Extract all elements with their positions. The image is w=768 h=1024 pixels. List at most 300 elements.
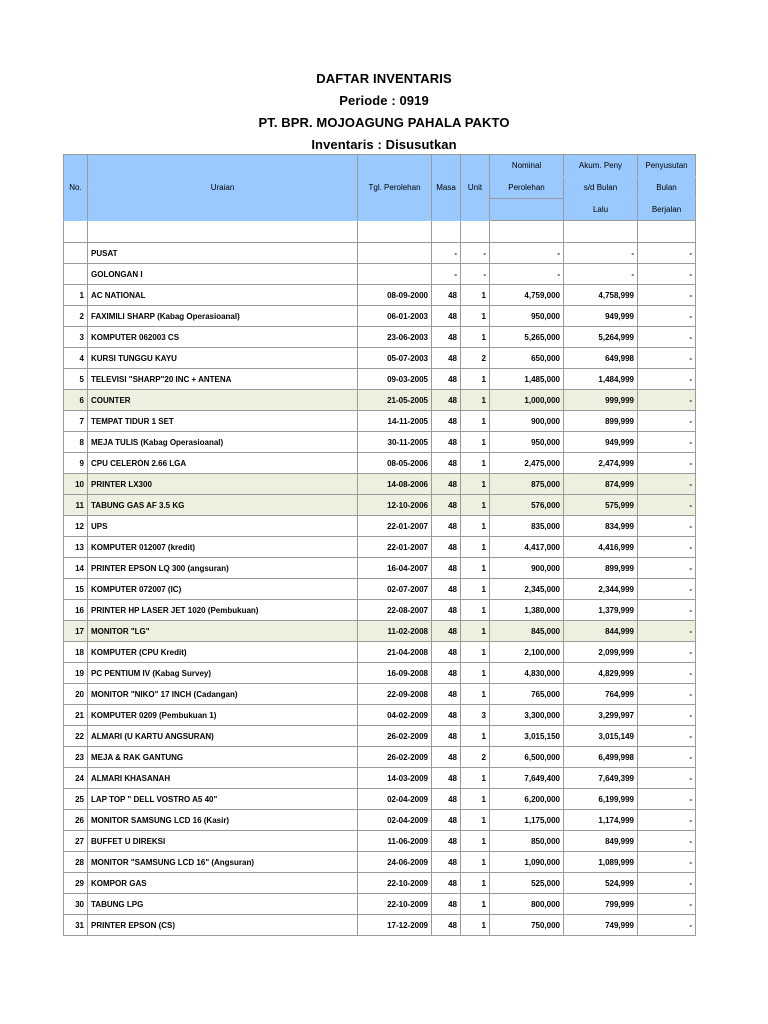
col-akum-line2: s/d Bulan	[564, 177, 638, 199]
cell-masa: 48	[432, 558, 461, 579]
cell-peny: -	[638, 726, 696, 747]
cell-akum: 649,998	[564, 348, 638, 369]
cell-unit: 1	[461, 432, 490, 453]
col-peny-line3: Berjalan	[638, 199, 696, 221]
table-row	[64, 621, 696, 642]
cell-masa: 48	[432, 810, 461, 831]
cell-peny: -	[638, 390, 696, 411]
cell-unit: 1	[461, 390, 490, 411]
cell-peny: -	[638, 810, 696, 831]
cell-tgl: 14-08-2006	[358, 474, 432, 495]
cell-unit: 1	[461, 684, 490, 705]
cell-unit: 1	[461, 369, 490, 390]
cell-peny: -	[638, 432, 696, 453]
cell-masa: 48	[432, 390, 461, 411]
cell-uraian: COUNTER	[88, 390, 358, 411]
table-row	[64, 768, 696, 789]
cell-uraian: FAXIMILI SHARP (Kabag Operasioanal)	[88, 306, 358, 327]
cell-unit: 1	[461, 495, 490, 516]
cell-unit: 1	[461, 852, 490, 873]
cell-peny: -	[638, 558, 696, 579]
cell-akum: 3,015,149	[564, 726, 638, 747]
cell-uraian: KOMPUTER 072007 (IC)	[88, 579, 358, 600]
cell-tgl: 21-04-2008	[358, 642, 432, 663]
cell-tgl: 09-03-2005	[358, 369, 432, 390]
cell-masa: -	[432, 243, 461, 264]
cell-akum: 764,999	[564, 684, 638, 705]
cell-no: 20	[64, 684, 88, 705]
cell-peny: -	[638, 537, 696, 558]
cell-nominal: 845,000	[490, 621, 564, 642]
cell-uraian: ALMARI KHASANAH	[88, 768, 358, 789]
cell-masa: 48	[432, 915, 461, 936]
cell-nominal: 3,015,150	[490, 726, 564, 747]
cell-masa: 48	[432, 789, 461, 810]
cell-no: 14	[64, 558, 88, 579]
cell-peny: -	[638, 663, 696, 684]
cell-nominal: 750,000	[490, 915, 564, 936]
cell-tgl: 22-01-2007	[358, 537, 432, 558]
col-unit: Unit	[461, 155, 490, 221]
cell-nominal: 6,200,000	[490, 789, 564, 810]
cell-uraian: MONITOR "SAMSUNG LCD 16" (Angsuran)	[88, 852, 358, 873]
col-tgl-perolehan: Tgl. Perolehan	[358, 155, 432, 221]
cell-peny: -	[638, 369, 696, 390]
cell-akum: 3,299,997	[564, 705, 638, 726]
table-row	[64, 453, 696, 474]
col-akum-line1: Akum. Peny	[564, 155, 638, 177]
cell-unit: 1	[461, 621, 490, 642]
cell-nominal: 4,759,000	[490, 285, 564, 306]
cell-nominal: 525,000	[490, 873, 564, 894]
cell-masa: 48	[432, 411, 461, 432]
cell-peny: -	[638, 873, 696, 894]
cell-tgl: 12-10-2006	[358, 495, 432, 516]
cell-uraian: KOMPUTER 012007 (kredit)	[88, 537, 358, 558]
cell-nominal: 650,000	[490, 348, 564, 369]
cell-unit: 1	[461, 789, 490, 810]
col-akum-line3: Lalu	[564, 199, 638, 221]
cell-nominal: 800,000	[490, 894, 564, 915]
cell-uraian: BUFFET U DIREKSI	[88, 831, 358, 852]
cell-unit: 1	[461, 642, 490, 663]
cell-no: 23	[64, 747, 88, 768]
table-row	[64, 705, 696, 726]
cell-peny: -	[638, 684, 696, 705]
company-name: PT. BPR. MOJOAGUNG PAHALA PAKTO	[258, 115, 510, 130]
cell-tgl: 04-02-2009	[358, 705, 432, 726]
cell-nominal: 1,090,000	[490, 852, 564, 873]
table-header	[64, 155, 696, 221]
cell-akum: 949,999	[564, 432, 638, 453]
cell-uraian: CPU CELERON 2.66 LGA	[88, 453, 358, 474]
cell-akum: 6,499,998	[564, 747, 638, 768]
table-row	[64, 495, 696, 516]
cell-akum: 1,089,999	[564, 852, 638, 873]
cell-no: 4	[64, 348, 88, 369]
cell-uraian: PUSAT	[88, 243, 358, 264]
cell-nominal: -	[490, 264, 564, 285]
cell-tgl: 22-08-2007	[358, 600, 432, 621]
cell-unit: 1	[461, 600, 490, 621]
cell-peny: -	[638, 327, 696, 348]
cell-no: 24	[64, 768, 88, 789]
cell-peny: -	[638, 642, 696, 663]
cell-nominal: 2,345,000	[490, 579, 564, 600]
group-row	[64, 264, 696, 285]
cell-uraian: KOMPUTER 062003 CS	[88, 327, 358, 348]
cell-akum: 844,999	[564, 621, 638, 642]
table-row	[64, 852, 696, 873]
col-no: No.	[64, 155, 88, 221]
cell-uraian: MONITOR "NIKO" 17 INCH (Cadangan)	[88, 684, 358, 705]
cell-akum: 524,999	[564, 873, 638, 894]
cell-masa: 48	[432, 579, 461, 600]
cell-no: 6	[64, 390, 88, 411]
table-body	[64, 221, 696, 936]
cell-no: 1	[64, 285, 88, 306]
cell-uraian: KOMPOR GAS	[88, 873, 358, 894]
cell-nominal: 1,000,000	[490, 390, 564, 411]
cell-masa: 48	[432, 537, 461, 558]
cell-unit: 1	[461, 474, 490, 495]
table-row	[64, 285, 696, 306]
col-nominal-line1: Nominal	[490, 155, 564, 177]
cell-tgl: 23-06-2003	[358, 327, 432, 348]
table-row	[64, 390, 696, 411]
cell-uraian: PRINTER EPSON (CS)	[88, 915, 358, 936]
cell-no: 16	[64, 600, 88, 621]
cell-masa: 48	[432, 348, 461, 369]
cell-masa: 48	[432, 642, 461, 663]
cell-unit: 1	[461, 831, 490, 852]
cell-tgl: 22-09-2008	[358, 684, 432, 705]
cell-no: 31	[64, 915, 88, 936]
table-row	[64, 327, 696, 348]
cell-tgl: 21-05-2005	[358, 390, 432, 411]
cell-akum: 5,264,999	[564, 327, 638, 348]
cell-masa: 48	[432, 663, 461, 684]
cell-no: 12	[64, 516, 88, 537]
cell-tgl: 06-01-2003	[358, 306, 432, 327]
table-row	[64, 642, 696, 663]
cell-uraian: UPS	[88, 516, 358, 537]
col-peny-line1: Penyusutan	[638, 155, 696, 177]
cell-peny: -	[638, 915, 696, 936]
cell-unit: 1	[461, 663, 490, 684]
cell-unit: 1	[461, 915, 490, 936]
cell-peny: -	[638, 747, 696, 768]
cell-nominal: -	[490, 243, 564, 264]
cell-no: 15	[64, 579, 88, 600]
cell-uraian: GOLONGAN I	[88, 264, 358, 285]
cell-unit: -	[461, 243, 490, 264]
cell-no: 27	[64, 831, 88, 852]
cell-uraian: KOMPUTER (CPU Kredit)	[88, 642, 358, 663]
cell-tgl: 22-10-2009	[358, 894, 432, 915]
cell-unit: 1	[461, 306, 490, 327]
cell-tgl: 14-11-2005	[358, 411, 432, 432]
cell-akum: 1,484,999	[564, 369, 638, 390]
table-row	[64, 873, 696, 894]
table-row	[64, 306, 696, 327]
cell-akum: 4,829,999	[564, 663, 638, 684]
cell-peny: -	[638, 831, 696, 852]
cell-tgl: 02-07-2007	[358, 579, 432, 600]
cell-akum: 949,999	[564, 306, 638, 327]
cell-tgl: 26-02-2009	[358, 726, 432, 747]
col-peny-line2: Bulan	[638, 177, 696, 199]
cell-uraian: TEMPAT TIDUR 1 SET	[88, 411, 358, 432]
cell-unit: 3	[461, 705, 490, 726]
cell-no	[64, 243, 88, 264]
cell-nominal: 3,300,000	[490, 705, 564, 726]
col-nominal-line3	[490, 199, 564, 221]
cell-masa: 48	[432, 705, 461, 726]
cell-peny: -	[638, 453, 696, 474]
cell-nominal: 900,000	[490, 411, 564, 432]
cell-no: 7	[64, 411, 88, 432]
cell-unit: -	[461, 264, 490, 285]
cell-no: 9	[64, 453, 88, 474]
cell-uraian: PRINTER LX300	[88, 474, 358, 495]
group-row	[64, 243, 696, 264]
cell-akum: 575,999	[564, 495, 638, 516]
table-row	[64, 432, 696, 453]
table-row	[64, 747, 696, 768]
table-row	[64, 411, 696, 432]
cell-masa: 48	[432, 516, 461, 537]
cell-peny: -	[638, 348, 696, 369]
table-row	[64, 789, 696, 810]
cell-nominal: 835,000	[490, 516, 564, 537]
cell-no: 28	[64, 852, 88, 873]
cell-uraian: TELEVISI "SHARP"20 INC + ANTENA	[88, 369, 358, 390]
cell-tgl: 05-07-2003	[358, 348, 432, 369]
table-row	[64, 558, 696, 579]
cell-peny: -	[638, 768, 696, 789]
cell-tgl: 16-09-2008	[358, 663, 432, 684]
cell-peny: -	[638, 852, 696, 873]
table-row	[64, 348, 696, 369]
cell-akum: 874,999	[564, 474, 638, 495]
cell-no: 30	[64, 894, 88, 915]
cell-no: 22	[64, 726, 88, 747]
cell-no: 3	[64, 327, 88, 348]
cell-nominal: 950,000	[490, 432, 564, 453]
cell-masa: 48	[432, 684, 461, 705]
cell-masa: 48	[432, 768, 461, 789]
cell-unit: 1	[461, 327, 490, 348]
cell-peny: -	[638, 600, 696, 621]
cell-unit: 1	[461, 411, 490, 432]
cell-akum: 999,999	[564, 390, 638, 411]
cell-uraian: AC NATIONAL	[88, 285, 358, 306]
cell-unit: 1	[461, 726, 490, 747]
cell-no: 8	[64, 432, 88, 453]
cell-peny: -	[638, 306, 696, 327]
cell-masa: 48	[432, 285, 461, 306]
cell-no: 2	[64, 306, 88, 327]
cell-no: 26	[64, 810, 88, 831]
cell-no: 25	[64, 789, 88, 810]
cell-unit: 1	[461, 873, 490, 894]
cell-peny: -	[638, 579, 696, 600]
table-row	[64, 579, 696, 600]
cell-tgl: 22-01-2007	[358, 516, 432, 537]
blank-row	[64, 221, 696, 243]
cell-nominal: 6,500,000	[490, 747, 564, 768]
cell-masa: 48	[432, 306, 461, 327]
table-row	[64, 684, 696, 705]
inventory-category: Inventaris : Disusutkan	[311, 137, 457, 152]
cell-masa: -	[432, 264, 461, 285]
cell-akum: 2,474,999	[564, 453, 638, 474]
report-period: Periode : 0919	[339, 93, 429, 108]
table-row	[64, 894, 696, 915]
cell-nominal: 2,100,000	[490, 642, 564, 663]
cell-peny: -	[638, 516, 696, 537]
cell-no: 29	[64, 873, 88, 894]
cell-nominal: 765,000	[490, 684, 564, 705]
cell-tgl: 11-02-2008	[358, 621, 432, 642]
cell-uraian: TABUNG LPG	[88, 894, 358, 915]
cell-peny: -	[638, 411, 696, 432]
cell-no: 18	[64, 642, 88, 663]
cell-akum: 849,999	[564, 831, 638, 852]
cell-uraian: MEJA TULIS (Kabag Operasioanal)	[88, 432, 358, 453]
cell-uraian: ALMARI (U KARTU ANGSURAN)	[88, 726, 358, 747]
cell-nominal: 4,830,000	[490, 663, 564, 684]
cell-akum: 1,174,999	[564, 810, 638, 831]
cell-nominal: 1,175,000	[490, 810, 564, 831]
table-row	[64, 831, 696, 852]
cell-akum: 2,344,999	[564, 579, 638, 600]
cell-nominal: 1,380,000	[490, 600, 564, 621]
cell-peny: -	[638, 621, 696, 642]
cell-nominal: 1,485,000	[490, 369, 564, 390]
cell-nominal: 2,475,000	[490, 453, 564, 474]
cell-peny: -	[638, 264, 696, 285]
cell-nominal: 875,000	[490, 474, 564, 495]
cell-masa: 48	[432, 852, 461, 873]
cell-no: 21	[64, 705, 88, 726]
cell-masa: 48	[432, 873, 461, 894]
cell-uraian: MONITOR SAMSUNG LCD 16 (Kasir)	[88, 810, 358, 831]
col-masa: Masa	[432, 155, 461, 221]
cell-tgl: 14-03-2009	[358, 768, 432, 789]
cell-tgl	[358, 264, 432, 285]
cell-unit: 2	[461, 747, 490, 768]
cell-unit: 1	[461, 537, 490, 558]
cell-uraian: MEJA & RAK GANTUNG	[88, 747, 358, 768]
cell-unit: 1	[461, 453, 490, 474]
cell-tgl	[358, 243, 432, 264]
table-row	[64, 726, 696, 747]
cell-masa: 48	[432, 474, 461, 495]
cell-no	[64, 264, 88, 285]
cell-akum: 834,999	[564, 516, 638, 537]
cell-masa: 48	[432, 453, 461, 474]
cell-tgl: 26-02-2009	[358, 747, 432, 768]
cell-uraian: PRINTER HP LASER JET 1020 (Pembukuan)	[88, 600, 358, 621]
table-row	[64, 600, 696, 621]
cell-no: 19	[64, 663, 88, 684]
cell-peny: -	[638, 474, 696, 495]
cell-unit: 1	[461, 285, 490, 306]
table-row	[64, 369, 696, 390]
cell-nominal: 5,265,000	[490, 327, 564, 348]
cell-akum: 749,999	[564, 915, 638, 936]
table-row	[64, 915, 696, 936]
cell-masa: 48	[432, 621, 461, 642]
report-title: DAFTAR INVENTARIS	[316, 71, 452, 86]
cell-tgl: 24-06-2009	[358, 852, 432, 873]
cell-tgl: 08-05-2006	[358, 453, 432, 474]
cell-peny: -	[638, 705, 696, 726]
cell-nominal: 576,000	[490, 495, 564, 516]
inventory-table	[63, 154, 696, 936]
table-row	[64, 516, 696, 537]
cell-peny: -	[638, 789, 696, 810]
cell-nominal: 7,649,400	[490, 768, 564, 789]
cell-tgl: 02-04-2009	[358, 810, 432, 831]
cell-unit: 1	[461, 894, 490, 915]
cell-nominal: 4,417,000	[490, 537, 564, 558]
cell-masa: 48	[432, 831, 461, 852]
cell-masa: 48	[432, 327, 461, 348]
cell-tgl: 30-11-2005	[358, 432, 432, 453]
cell-akum: 2,099,999	[564, 642, 638, 663]
cell-tgl: 22-10-2009	[358, 873, 432, 894]
cell-nominal: 950,000	[490, 306, 564, 327]
cell-peny: -	[638, 894, 696, 915]
cell-peny: -	[638, 285, 696, 306]
cell-masa: 48	[432, 369, 461, 390]
table-row	[64, 810, 696, 831]
cell-akum: 4,758,999	[564, 285, 638, 306]
cell-no: 10	[64, 474, 88, 495]
cell-uraian: PC PENTIUM IV (Kabag Survey)	[88, 663, 358, 684]
cell-akum: -	[564, 243, 638, 264]
cell-unit: 1	[461, 768, 490, 789]
cell-akum: 4,416,999	[564, 537, 638, 558]
cell-tgl: 11-06-2009	[358, 831, 432, 852]
cell-tgl: 08-09-2000	[358, 285, 432, 306]
cell-uraian: KURSI TUNGGU KAYU	[88, 348, 358, 369]
cell-akum: 6,199,999	[564, 789, 638, 810]
cell-akum: 1,379,999	[564, 600, 638, 621]
cell-unit: 1	[461, 579, 490, 600]
cell-nominal: 850,000	[490, 831, 564, 852]
col-uraian: Uraian	[88, 155, 358, 221]
cell-no: 13	[64, 537, 88, 558]
cell-peny: -	[638, 243, 696, 264]
cell-uraian: KOMPUTER 0209 (Pembukuan 1)	[88, 705, 358, 726]
table-row	[64, 537, 696, 558]
cell-unit: 1	[461, 810, 490, 831]
cell-masa: 48	[432, 894, 461, 915]
cell-uraian: LAP TOP " DELL VOSTRO A5 40"	[88, 789, 358, 810]
cell-masa: 48	[432, 600, 461, 621]
cell-akum: -	[564, 264, 638, 285]
cell-unit: 1	[461, 516, 490, 537]
cell-uraian: PRINTER EPSON LQ 300 (angsuran)	[88, 558, 358, 579]
cell-uraian: MONITOR "LG"	[88, 621, 358, 642]
cell-uraian: TABUNG GAS AF 3.5 KG	[88, 495, 358, 516]
cell-masa: 48	[432, 432, 461, 453]
cell-tgl: 16-04-2007	[358, 558, 432, 579]
